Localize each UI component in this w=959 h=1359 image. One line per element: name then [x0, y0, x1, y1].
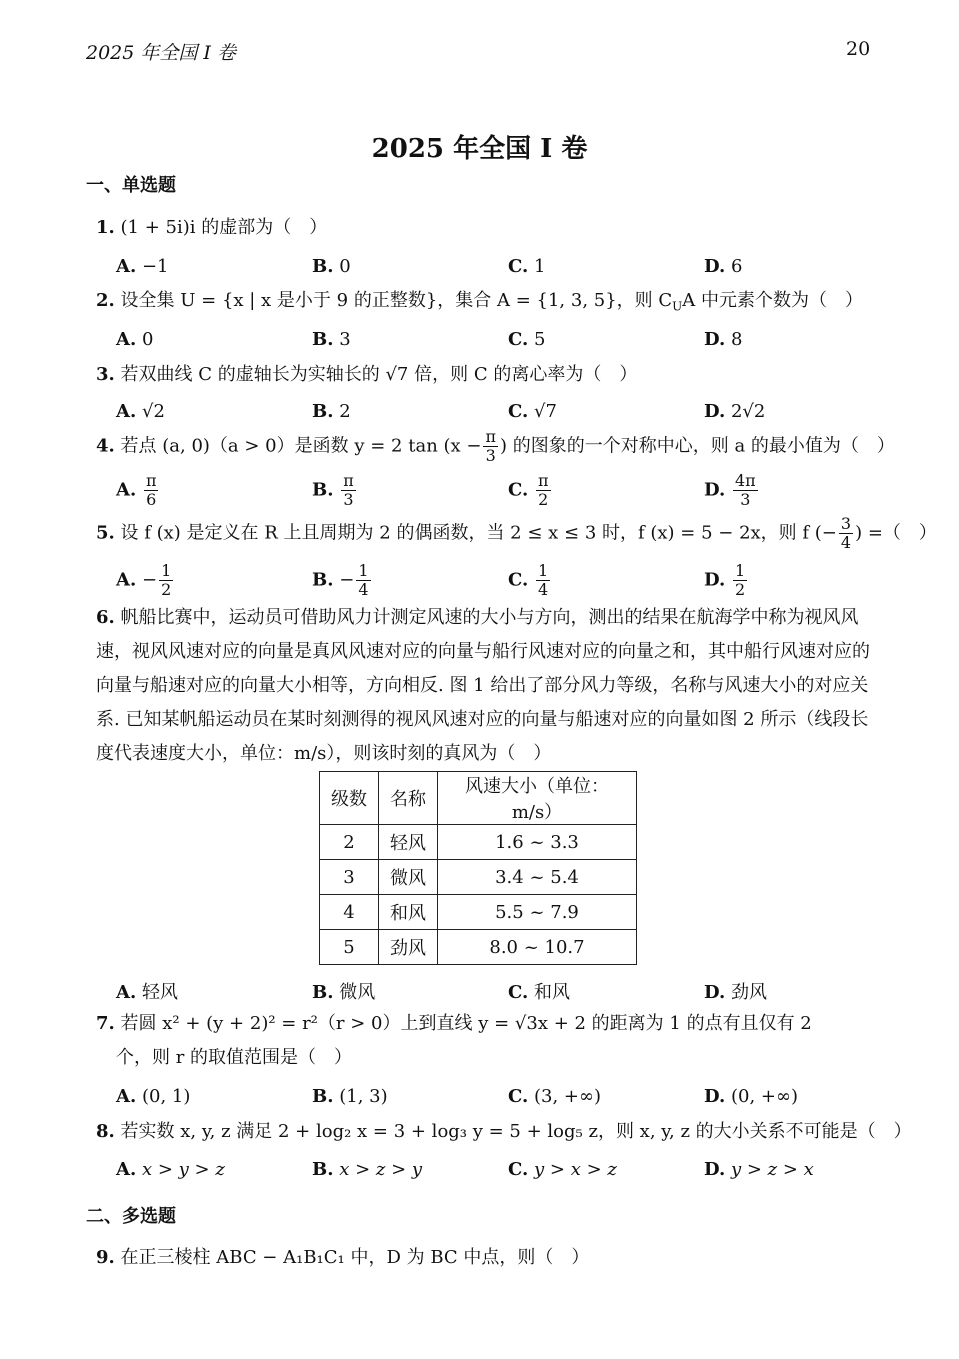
- option-b: B. 2: [312, 401, 351, 422]
- question-6: [96, 601, 874, 771]
- question-3: [96, 358, 637, 392]
- running-header: 2025 年全国 I 卷: [86, 42, 236, 64]
- table-row: 5 劲风 8.0 ~ 10.7: [320, 930, 637, 965]
- question-7: [96, 1007, 812, 1041]
- table-row: 2 轻风 1.6 ~ 3.3: [320, 825, 637, 860]
- option-b: B. − $\frac{1}{4}$: [312, 561, 369, 599]
- question-5: 5. 设 f (x) 是定义在 R 上且周期为 2 的偶函数，当 2 ≤ x ≤ 3 时，f (x) = 5 − 2x，则 f (− $\frac{3}{4}$ ) =（ ）: [96, 514, 937, 552]
- table-row: 3 微风 3.4 ~ 5.4: [320, 860, 637, 895]
- question-number: 8.: [96, 1121, 115, 1142]
- option-c: C. 1: [508, 256, 546, 277]
- option-b: B. x > z > y: [312, 1159, 423, 1180]
- option-a: A. −1: [116, 256, 169, 277]
- question-number: 9.: [96, 1247, 115, 1268]
- question-number: 6.: [96, 607, 115, 628]
- question-text: (1 + 5i)i 的虚部为（ ）: [120, 217, 328, 238]
- option-d: D. (0, +∞): [704, 1086, 798, 1107]
- option-d: D. 6: [704, 256, 743, 277]
- question-number: 3.: [96, 364, 115, 385]
- option-b: B. 微风: [312, 982, 376, 1003]
- question-number: 7.: [96, 1013, 115, 1034]
- option-d: D. $\frac{4\pi}{3}$: [704, 471, 756, 509]
- page-title: 2025 年全国 I 卷: [371, 134, 588, 164]
- option-a: A. (0, 1): [116, 1086, 191, 1107]
- question-4: 4. 若点 (a, 0)（a > 0）是函数 y = 2 tan (x − $\frac{\pi}{3}$ ) 的图象的一个对称中心，则 a 的最小值为（ ）: [96, 427, 895, 465]
- option-b: B. 0: [312, 256, 351, 277]
- option-c: C. $\frac{1}{4}$: [508, 561, 549, 599]
- option-d: D. y > z > x: [704, 1159, 814, 1180]
- table-row: 4 和风 5.5 ~ 7.9: [320, 895, 637, 930]
- question-text: 在正三棱柱 ABC − A₁B₁C₁ 中，D 为 BC 中点，则（ ）: [120, 1247, 590, 1268]
- section-heading-multi: 二、多选题: [86, 1206, 176, 1227]
- question-number: 2.: [96, 290, 115, 311]
- question-text: 设全集 U = {x | x 是小于 9 的正整数}，集合 A = {1, 3, 5}，则 C: [120, 290, 673, 311]
- option-c: C. √7: [508, 401, 557, 422]
- question-9: [96, 1241, 589, 1275]
- option-d: D. 2√2: [704, 401, 766, 422]
- option-c: C. $\frac{\pi}{2}$: [508, 471, 549, 509]
- option-a: A. 轻风: [116, 982, 178, 1003]
- question-1: [96, 211, 327, 245]
- question-text: 若实数 x, y, z 满足 2 + log₂ x = 3 + log₃ y = 5 + log₅ z，则 x, y, z 的大小关系不可能是（ ）: [120, 1121, 912, 1142]
- option-d: D. 8: [704, 329, 743, 350]
- option-d: D. 劲风: [704, 982, 767, 1003]
- question-number: 5.: [96, 522, 115, 544]
- section-heading-single: 一、单选题: [86, 175, 176, 196]
- question-text: 若圆 x² + (y + 2)² = r²（r > 0）上到直线 y = √3x + 2 的距离为 1 的点有且仅有 2: [120, 1013, 812, 1034]
- question-8: [96, 1115, 912, 1149]
- option-a: A. √2: [116, 401, 165, 422]
- option-b: B. 3: [312, 329, 351, 350]
- option-c: C. 和风: [508, 982, 571, 1003]
- option-a: A. − $\frac{1}{2}$: [116, 561, 172, 599]
- question-number: 4.: [96, 435, 115, 457]
- question-text: 若双曲线 C 的虚轴长为实轴长的 √7 倍，则 C 的离心率为（ ）: [120, 364, 638, 385]
- question-number: 1.: [96, 217, 115, 238]
- option-b: B. (1, 3): [312, 1086, 388, 1107]
- option-a: A. x > y > z: [116, 1159, 225, 1180]
- option-d: D. $\frac{1}{2}$: [704, 561, 746, 599]
- option-a: A. 0: [116, 329, 154, 350]
- option-c: C. 5: [508, 329, 546, 350]
- question-2: 2. 设全集 U = {x | x 是小于 9 的正整数}，集合 A = {1, 3, 5}，则 $C_UA$ 中元素个数为（ ）: [96, 290, 864, 314]
- option-c: C. (3, +∞): [508, 1086, 602, 1107]
- option-c: C. y > x > z: [508, 1159, 617, 1180]
- question-7-continued: 个，则 r 的取值范围是（ ）: [116, 1047, 353, 1068]
- option-b: B. $\frac{\pi}{3}$: [312, 471, 354, 509]
- page-number: 20: [846, 38, 871, 60]
- table-header-row: 级数 名称 风速大小（单位：m/s）: [320, 772, 637, 825]
- option-a: A. $\frac{\pi}{6}$: [116, 471, 157, 509]
- question-text: 帆船比赛中，运动员可借助风力计测定风速的大小与方向，测出的结果在航海学中称为视风风速，视风风速对应的向量是真风风速对应的向量与船行风速对应的向量之和，其中船行风速对应的向量与船速对应的向量大小相等，方向相反. 图 1 给出了部分风力等级，名称与风速大小的对应关系. 已知某帆船运动员在某时刻测得的视风风速对应的向量与船速对应的向量如图 2 所示（线段长度代表速度大小，单位：m/s），则该时刻的真风为（ ）: [96, 607, 870, 764]
- wind-scale-table: [319, 771, 637, 965]
